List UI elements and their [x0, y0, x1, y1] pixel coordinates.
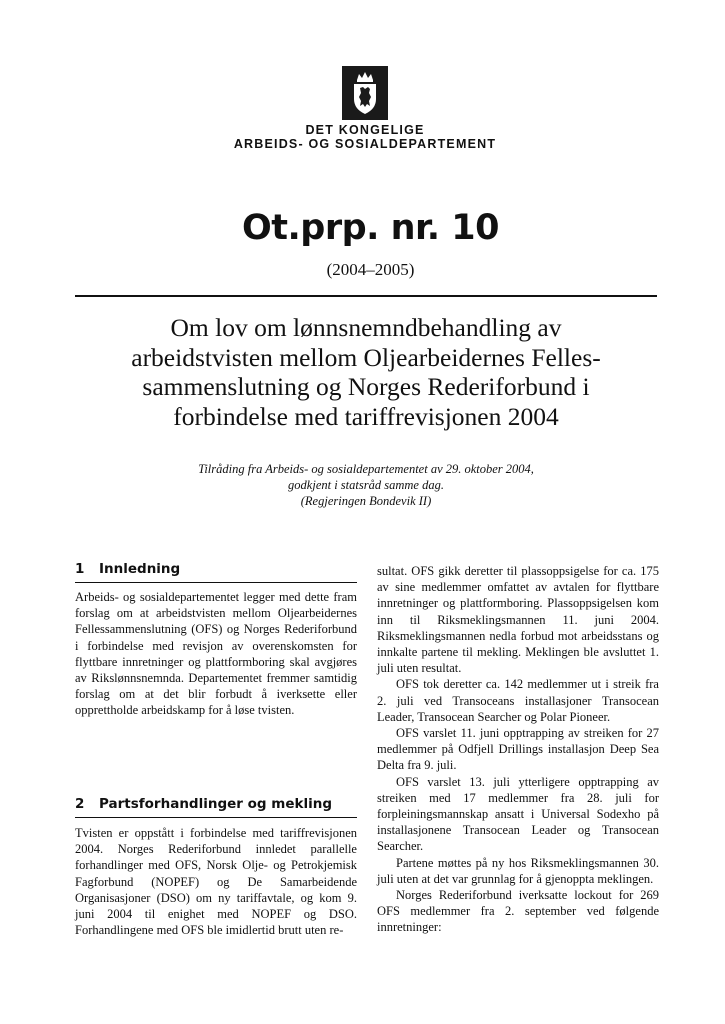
section-number: 2: [75, 796, 85, 812]
section-number: 1: [75, 561, 85, 577]
title-divider: [75, 295, 657, 297]
section-body-2: [75, 825, 357, 938]
subtitle-line: sammenslutning og Norges Rederiforbund i: [142, 372, 590, 401]
paragraph: Arbeids- og sosialdepartementet legger med dette fram forslag om at arbeidstvisten mellom Oljearbeidernes Fellessammenslutning (OFS) og Norges Rederiforbund i forbindelse med revisjon av overenskomsten for flyttbare innretninger og plattformboring skal avgjøres av Rikslønnsnemnda. Departementet fremmer samtidig forslag om at det blir forbudt å iverksette eller opprettholde arbeidskamp for å løse tvisten.: [75, 590, 357, 718]
document-title: Ot.prp. nr. 10: [241, 208, 499, 248]
section-body-1: [75, 589, 357, 719]
paragraph: OFS tok deretter ca. 142 medlemmer ut i streik fra 2. juli ved Transoceans installasjoner Transocean Leader, Transocean Searcher og Polar Pioneer.: [377, 677, 659, 724]
document-subtitle: [75, 313, 657, 431]
department-name-line1: DET KONGELIGE: [305, 123, 425, 137]
approval-line: godkjent i statsråd samme dag.: [288, 478, 444, 492]
right-column-body: [377, 563, 659, 936]
approval-note: [75, 461, 657, 509]
approval-line: (Regjeringen Bondevik II): [300, 494, 432, 508]
department-name-line2: ARBEIDS- OG SOSIALDEPARTEMENT: [233, 137, 497, 151]
coat-of-arms-icon: [348, 71, 382, 115]
subtitle-line: forbindelse med tariffrevisjonen 2004: [173, 401, 559, 431]
session-years: (2004–2005): [326, 260, 415, 279]
section-title: Partsforhandlinger og mekling: [99, 796, 333, 812]
subtitle-line: Om lov om lønnsnemndbehandling av: [170, 313, 562, 342]
approval-line: Tilråding fra Arbeids- og sosialdepartementet av 29. oktober 2004,: [198, 462, 534, 476]
section-heading-2: [75, 796, 357, 812]
subtitle-line: arbeidstvisten mellom Oljearbeidernes Felles-: [131, 342, 601, 372]
paragraph: sultat. OFS gikk deretter til plassoppsigelse for ca. 175 av sine medlemmer omfattet av avtalen for flyttbare innretninger og plattformboring. Plassoppsigelsen kom inn til Riksmeklingsmannen 11. juni 2004. Riksmeklingsmannen nedla forbud mot arbeidsstans og innkalte partene til mekling. Meklingen ble avsluttet 1. juli uten resultat.: [377, 564, 659, 676]
paragraph: OFS varslet 13. juli ytterligere opptrapping av streiken med 17 medlemmer fra 28. juli for forpleiningsmannskap ansatt i Universal Sodexho på installasjonene Transocean Leader og Transocean Searcher.: [377, 774, 659, 854]
paragraph: OFS varslet 11. juni opptrapping av streiken for 27 medlemmer på Odfjell Drillings installasjon Deep Sea Delta fra 9. juli.: [377, 726, 659, 773]
section-title: Innledning: [99, 561, 181, 577]
section-heading-1: [75, 561, 357, 577]
coat-of-arms-logo: [342, 66, 388, 120]
section-divider: [75, 817, 357, 818]
paragraph: Norges Rederiforbund iverksatte lockout for 269 OFS medlemmer fra 2. september ved følgende innretninger:: [377, 888, 659, 935]
section-divider: [75, 582, 357, 583]
paragraph: Tvisten er oppstått i forbindelse med tariffrevisjonen 2004. Norges Rederiforbund innledet parallelle forhandlinger med OFS, Norsk Olje- og Petrokjemisk Fagforbund (NOPEF) og De Samarbeidende Organisasjoner (DSO) om ny tariffavtale, og kom 9. juni 2004 til enighet med NOPEF og DSO. Forhandlingene med OFS ble imidlertid brutt uten re-: [75, 826, 357, 938]
paragraph: Partene møttes på ny hos Riksmeklingsmannen 30. juli uten at det var grunnlag for å gjenoppta meklingen.: [377, 855, 659, 886]
